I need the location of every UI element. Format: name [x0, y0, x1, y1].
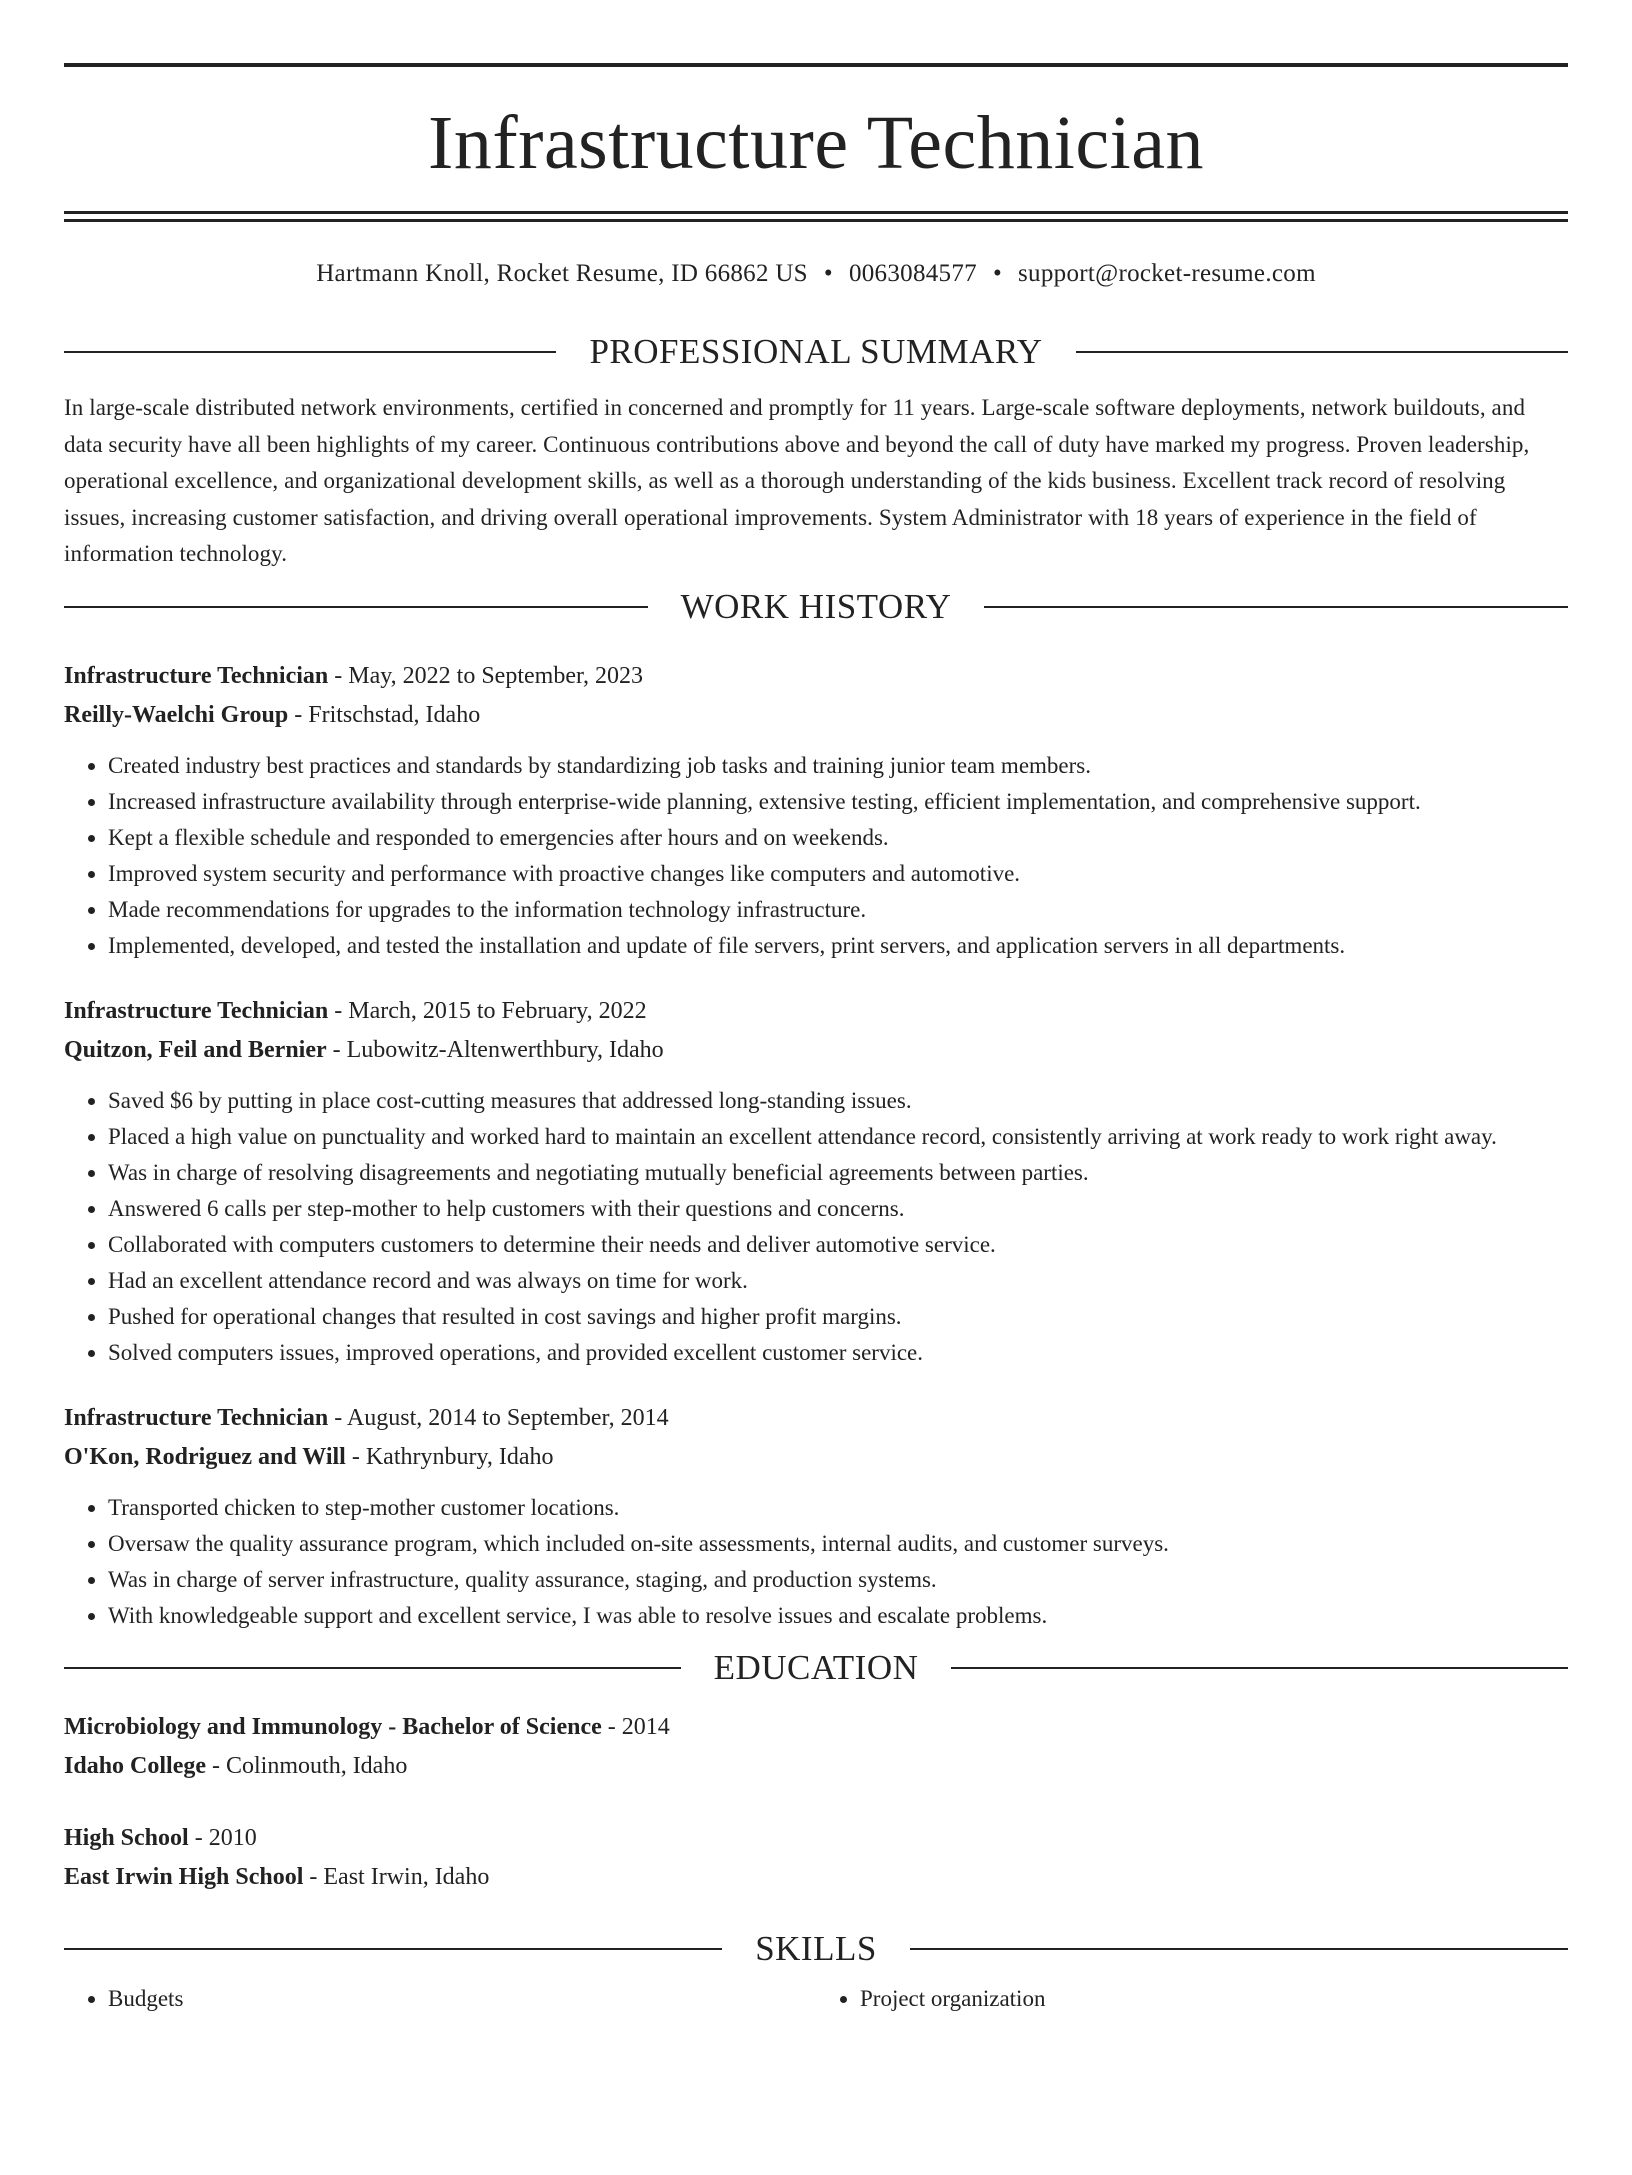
job-entry	[64, 1399, 1568, 1634]
resume-page	[64, 63, 1568, 2017]
resume-title: Infrastructure Technician	[428, 101, 1204, 185]
list-item: • Oversaw the quality assurance program, which included on-site assessments, internal audits, and customer surveys.	[108, 1526, 1568, 1562]
contact-line	[64, 258, 1568, 290]
job-location: - Fritschstad, Idaho	[288, 701, 481, 728]
list-item: • Saved $6 by putting in place cost-cutting measures that addressed long-standing issues.	[108, 1083, 1568, 1119]
title-double-rule	[64, 211, 1568, 222]
list-item: • Kept a flexible schedule and responded to emergencies after hours and on weekends.	[108, 820, 1568, 856]
job-title-line	[64, 992, 1568, 1031]
divider-line	[64, 1667, 681, 1669]
job-entry	[64, 657, 1568, 964]
job-title-line	[64, 1399, 1568, 1438]
job-title: Infrastructure Technician	[64, 997, 329, 1024]
divider-line	[64, 1948, 722, 1950]
skills-list	[64, 1981, 1568, 2017]
list-item: • Had an excellent attendance record and was always on time for work.	[108, 1263, 1568, 1299]
job-title: Infrastructure Technician	[64, 1404, 329, 1431]
contact-separator: •	[992, 260, 1003, 287]
list-item: • Budgets	[108, 1981, 816, 2017]
education-year: - 2014	[601, 1713, 670, 1740]
list-item: • Placed a high value on punctuality and worked hard to maintain an excellent attendance record, consistently arriving at work ready to work right away.	[108, 1119, 1568, 1155]
divider-line	[1076, 351, 1568, 353]
education-entry	[64, 1819, 1568, 1897]
list-item: • Was in charge of resolving disagreements and negotiating mutually beneficial agreements between parties.	[108, 1155, 1568, 1191]
job-company: Quitzon, Feil and Bernier	[64, 1036, 327, 1063]
top-rule	[64, 63, 1568, 67]
divider-line	[984, 606, 1568, 608]
list-item: • Made recommendations for upgrades to the information technology infrastructure.	[108, 892, 1568, 928]
section-title: EDUCATION	[713, 1647, 919, 1687]
divider-line	[64, 606, 648, 608]
education-school: Idaho College	[64, 1752, 207, 1779]
job-entry	[64, 992, 1568, 1371]
divider-line	[951, 1667, 1568, 1669]
job-dates: - March, 2015 to February, 2022	[328, 997, 647, 1024]
job-dates: - May, 2022 to September, 2023	[328, 662, 643, 689]
skills-column-right	[816, 1981, 1568, 2017]
contact-separator: •	[823, 260, 833, 287]
education-location: - Colinmouth, Idaho	[206, 1752, 408, 1779]
list-item: • With knowledgeable support and excellent service, I was able to resolve issues and escalate problems.	[108, 1598, 1568, 1634]
section-heading-work-history	[64, 585, 1568, 629]
divider-line	[910, 1948, 1568, 1950]
job-location: - Lubowitz-Altenwerthbury, Idaho	[326, 1036, 664, 1063]
job-company: O'Kon, Rodriguez and Will	[64, 1443, 346, 1470]
education-entry	[64, 1708, 1568, 1786]
education-degree: High School	[64, 1824, 189, 1851]
job-company-line	[64, 696, 1568, 735]
job-company: Reilly-Waelchi Group	[64, 701, 289, 728]
education-location: - East Irwin, Idaho	[303, 1863, 490, 1890]
list-item: • Answered 6 calls per step-mother to help customers with their questions and concerns.	[108, 1191, 1568, 1227]
job-title: Infrastructure Technician	[64, 662, 329, 689]
section-heading-skills	[64, 1927, 1568, 1971]
education-school-line	[64, 1747, 1568, 1786]
education-year: - 2010	[188, 1824, 257, 1851]
job-bullets	[64, 748, 1568, 964]
list-item: • Improved system security and performance with proactive changes like computers and automotive.	[108, 856, 1568, 892]
list-item: • Implemented, developed, and tested the installation and update of file servers, print servers, and application servers in all departments.	[108, 928, 1568, 964]
list-item: • Increased infrastructure availability through enterprise-wide planning, extensive testing, efficient implementation, and comprehensive support.	[108, 784, 1568, 820]
contact-phone: 0063084577	[848, 260, 977, 287]
section-title: SKILLS	[755, 1928, 877, 1968]
list-item: • Was in charge of server infrastructure, quality assurance, staging, and production systems.	[108, 1562, 1568, 1598]
job-bullets	[64, 1083, 1568, 1371]
education-degree: Microbiology and Immunology - Bachelor of Science	[64, 1713, 602, 1740]
contact-email[interactable]: support@rocket-resume.com	[1018, 260, 1316, 287]
list-item: • Created industry best practices and standards by standardizing job tasks and training junior team members.	[108, 748, 1568, 784]
summary-text: In large-scale distributed network environments, certified in concerned and promptly for 11 years. Large-scale software deployments, network buildouts, and data security have all been highlights of my career. Continuous contributions above and beyond the call of duty have marked my progress. Proven leadership, operational excellence, and organizational development skills, as well as a thorough understanding of the kids business. Excellent track record of resolving issues, increasing customer satisfaction, and driving overall operational improvements. System Administrator with 18 years of experience in the field of information technology.	[64, 395, 1530, 566]
job-bullets	[64, 1490, 1568, 1634]
education-school: East Irwin High School	[64, 1863, 304, 1890]
list-item: • Project organization	[860, 1981, 1568, 2017]
list-item: • Pushed for operational changes that resulted in cost savings and higher profit margins.	[108, 1299, 1568, 1335]
section-title: WORK HISTORY	[680, 586, 952, 626]
contact-address: Hartmann Knoll, Rocket Resume, ID 66862 US	[316, 260, 808, 287]
section-heading-education	[64, 1646, 1568, 1690]
job-company-line	[64, 1031, 1568, 1070]
section-title: PROFESSIONAL SUMMARY	[589, 332, 1043, 371]
education-degree-line	[64, 1819, 1568, 1858]
job-title-line	[64, 657, 1568, 696]
job-company-line	[64, 1438, 1568, 1477]
divider-line	[64, 351, 556, 353]
job-dates: - August, 2014 to September, 2014	[328, 1404, 669, 1431]
list-item: • Transported chicken to step-mother customer locations.	[108, 1490, 1568, 1526]
skills-column-left	[64, 1981, 816, 2017]
section-heading-summary	[64, 330, 1568, 374]
education-degree-line	[64, 1708, 1568, 1747]
job-location: - Kathrynbury, Idaho	[345, 1443, 554, 1470]
list-item: • Solved computers issues, improved operations, and provided excellent customer service.	[108, 1335, 1568, 1371]
education-school-line	[64, 1858, 1568, 1897]
list-item: • Collaborated with computers customers to determine their needs and deliver automotive service.	[108, 1227, 1568, 1263]
